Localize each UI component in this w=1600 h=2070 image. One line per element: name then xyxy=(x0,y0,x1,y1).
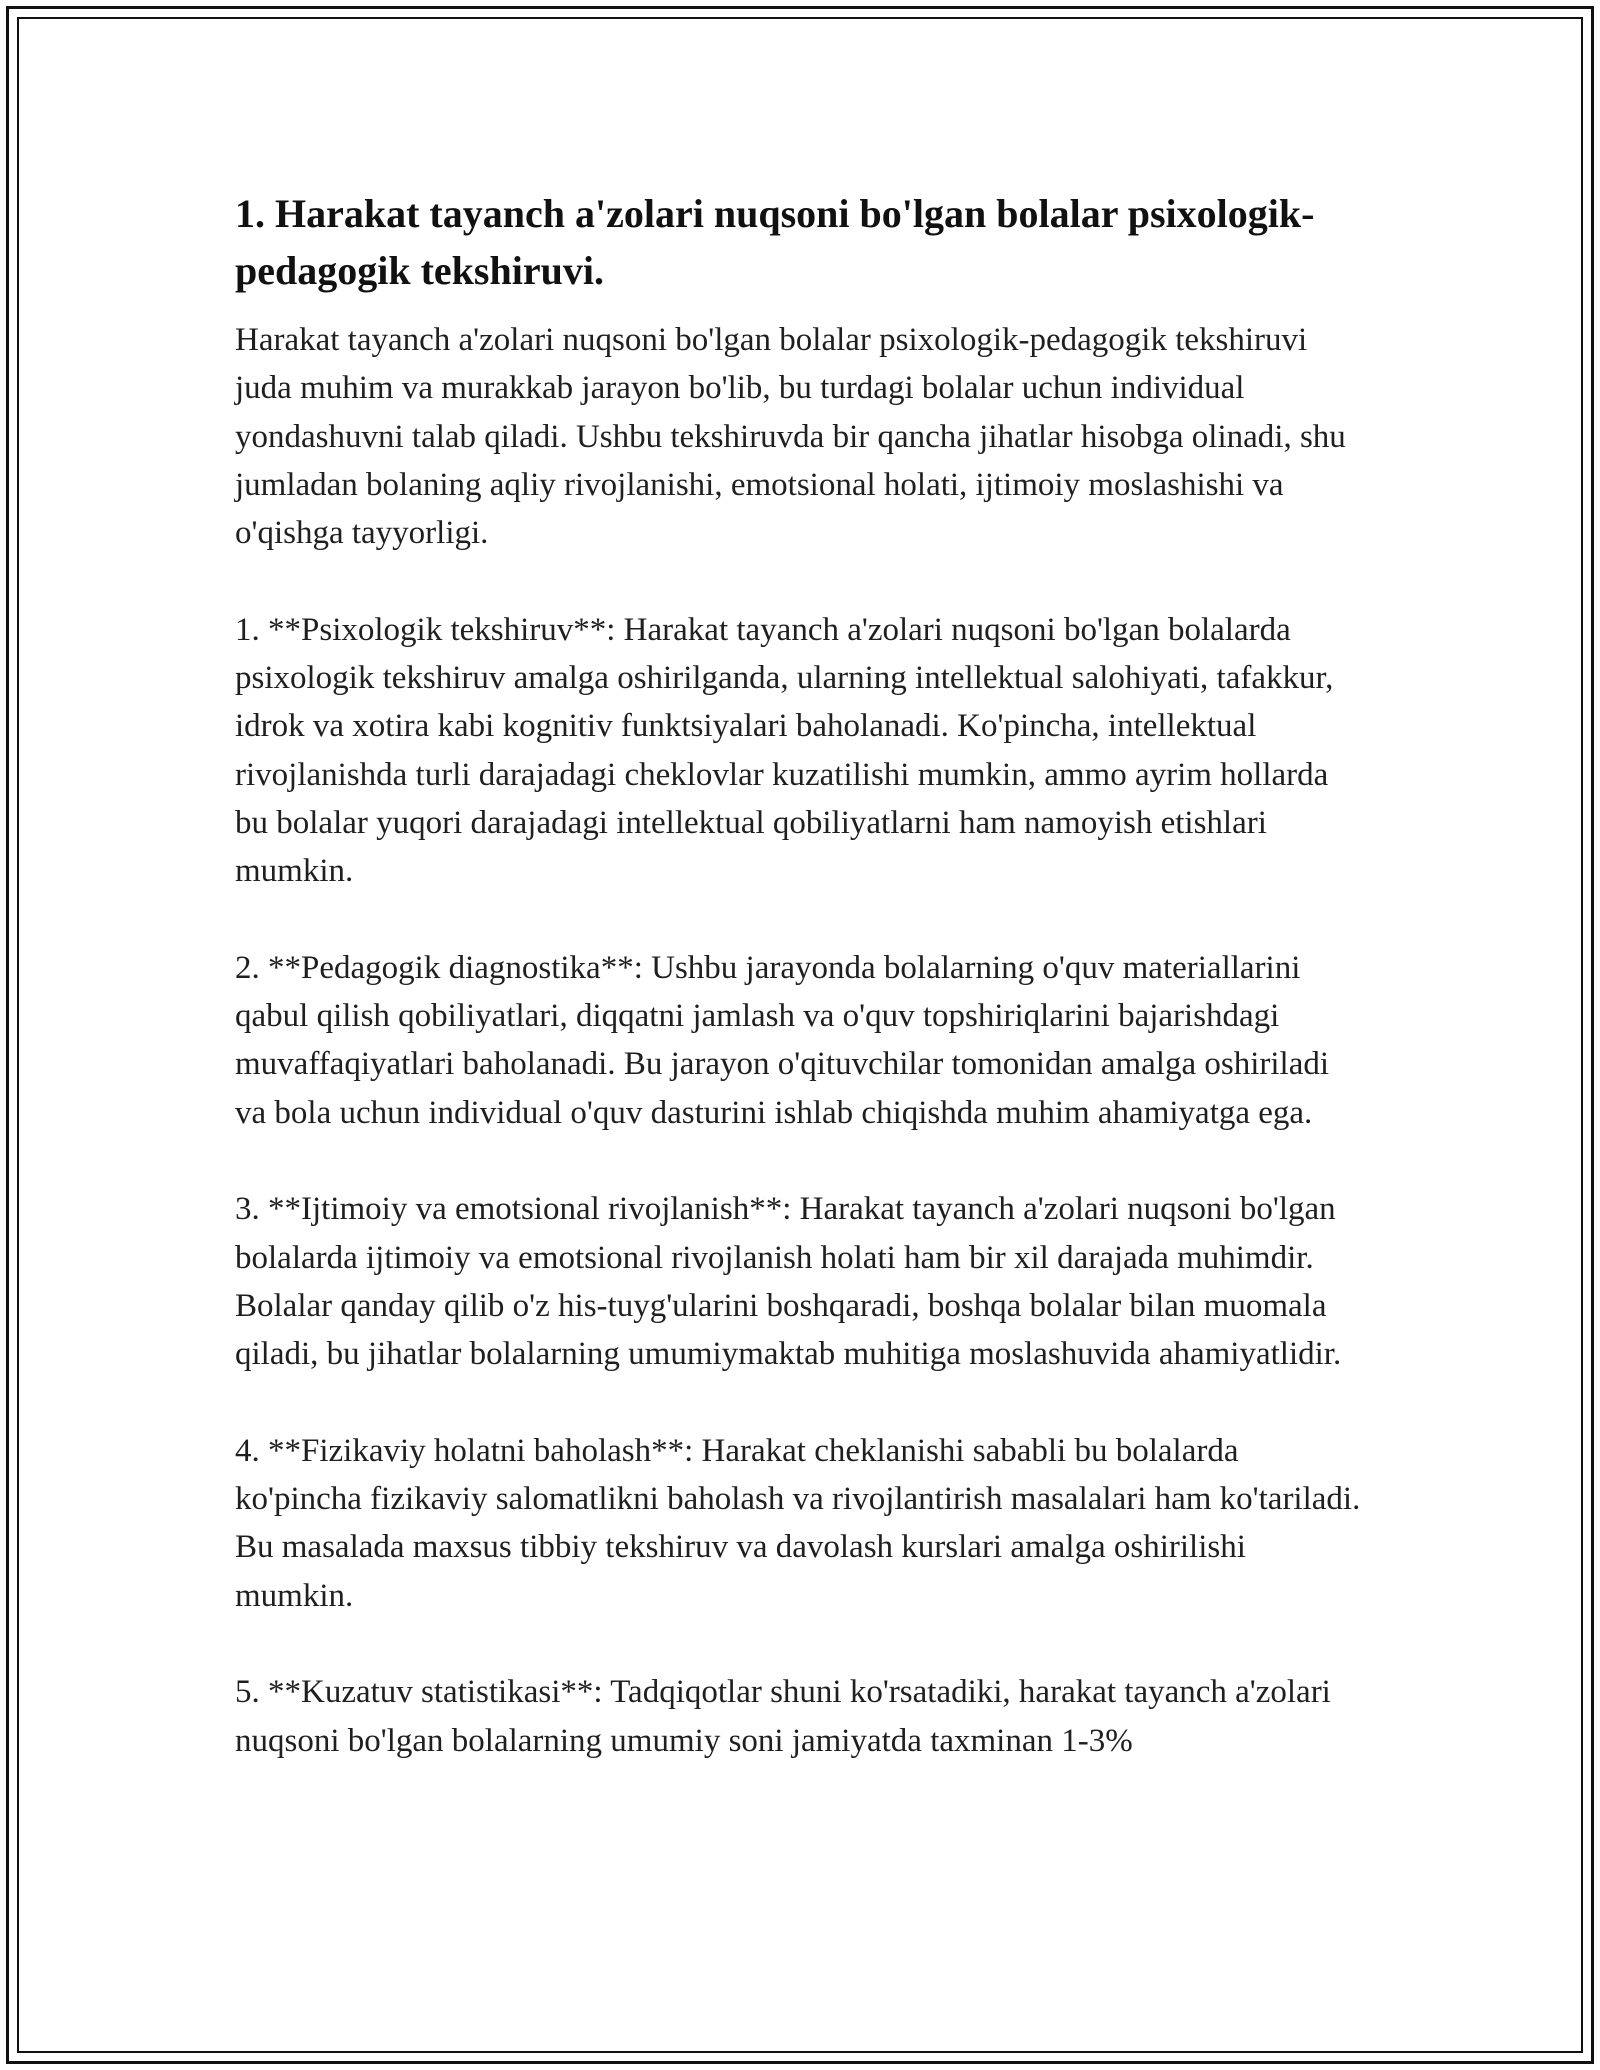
paragraph-observation-statistics: 5. **Kuzatuv statistikasi**: Tadqiqotlar shuni ko'rsatadiki, harakat tayanch a'zolari nuqsoni bo'lgan bolalarning umumiy soni jamiyatda taxminan 1-3% xyxy=(235,1674,1331,1759)
document-title: 1. Harakat tayanch a'zolari nuqsoni bo'lgan bolalar psixologik-pedagogik tekshiruvi. xyxy=(235,191,1315,293)
intro-paragraph: Harakat tayanch a'zolari nuqsoni bo'lgan bolalar psixologik-pedagogik tekshiruvi juda muhim va murakkab jarayon bo'lib, bu turdagi bolalar uchun individual yondashuvni talab qiladi. Ushbu tekshiruvda bir qancha jihatlar hisobga olinadi, shu jumladan bolaning aqliy rivojlanishi, emotsional holati, ijtimoiy moslashishi va o'qishga tayyorligi. xyxy=(235,322,1346,552)
paragraph-psychological-examination: 1. **Psixologik tekshiruv**: Harakat tayanch a'zolari nuqsoni bo'lgan bolalarda psixologik tekshiruv amalga oshirilganda, ularning intellektual salohiyati, tafakkur, idrok va xotira kabi kognitiv funktsiyalari baholanadi. Ko'pincha, intellektual rivojlanishda turli darajadagi cheklovlar kuzatilishi mumkin, ammo ayrim hollarda bu bolalar yuqori darajadagi intellektual qobiliyatlarni ham namoyish etishlari mumkin. xyxy=(235,611,1334,890)
paragraph-physical-assessment: 4. **Fizikaviy holatni baholash**: Harakat cheklanishi sababli bu bolalarda ko'pincha fizikaviy salomatlikni baholash va rivojlantirish masalalari ham ko'tariladi. Bu masalada maxsus tibbiy tekshiruv va davolash kurslari amalga oshirilishi mumkin. xyxy=(235,1432,1361,1614)
paragraph-social-emotional-development: 3. **Ijtimoiy va emotsional rivojlanish**: Harakat tayanch a'zolari nuqsoni bo'lgan bolalarda ijtimoiy va emotsional rivojlanish holati ham bir xil darajada muhimdir. Bolalar qanday qilib o'z his-tuyg'ularini boshqaradi, boshqa bolalar bilan muomala qiladi, bu jihatlar bolalarning umumiymaktab muhitiga moslashuvida ahamiyatlidir. xyxy=(235,1191,1342,1373)
document-body xyxy=(235,185,1365,1813)
paragraph-pedagogical-diagnostics: 2. **Pedagogik diagnostika**: Ushbu jarayonda bolalarning o'quv materiallarini qabul qilish qobiliyatlari, diqqatni jamlash va o'quv topshiriqlarini bajarishdagi muvaffaqiyatlari baholanadi. Bu jarayon o'qituvchilar tomonidan amalga oshiriladi va bola uchun individual o'quv dasturini ishlab chiqishda muhim ahamiyatga ega. xyxy=(235,949,1330,1131)
